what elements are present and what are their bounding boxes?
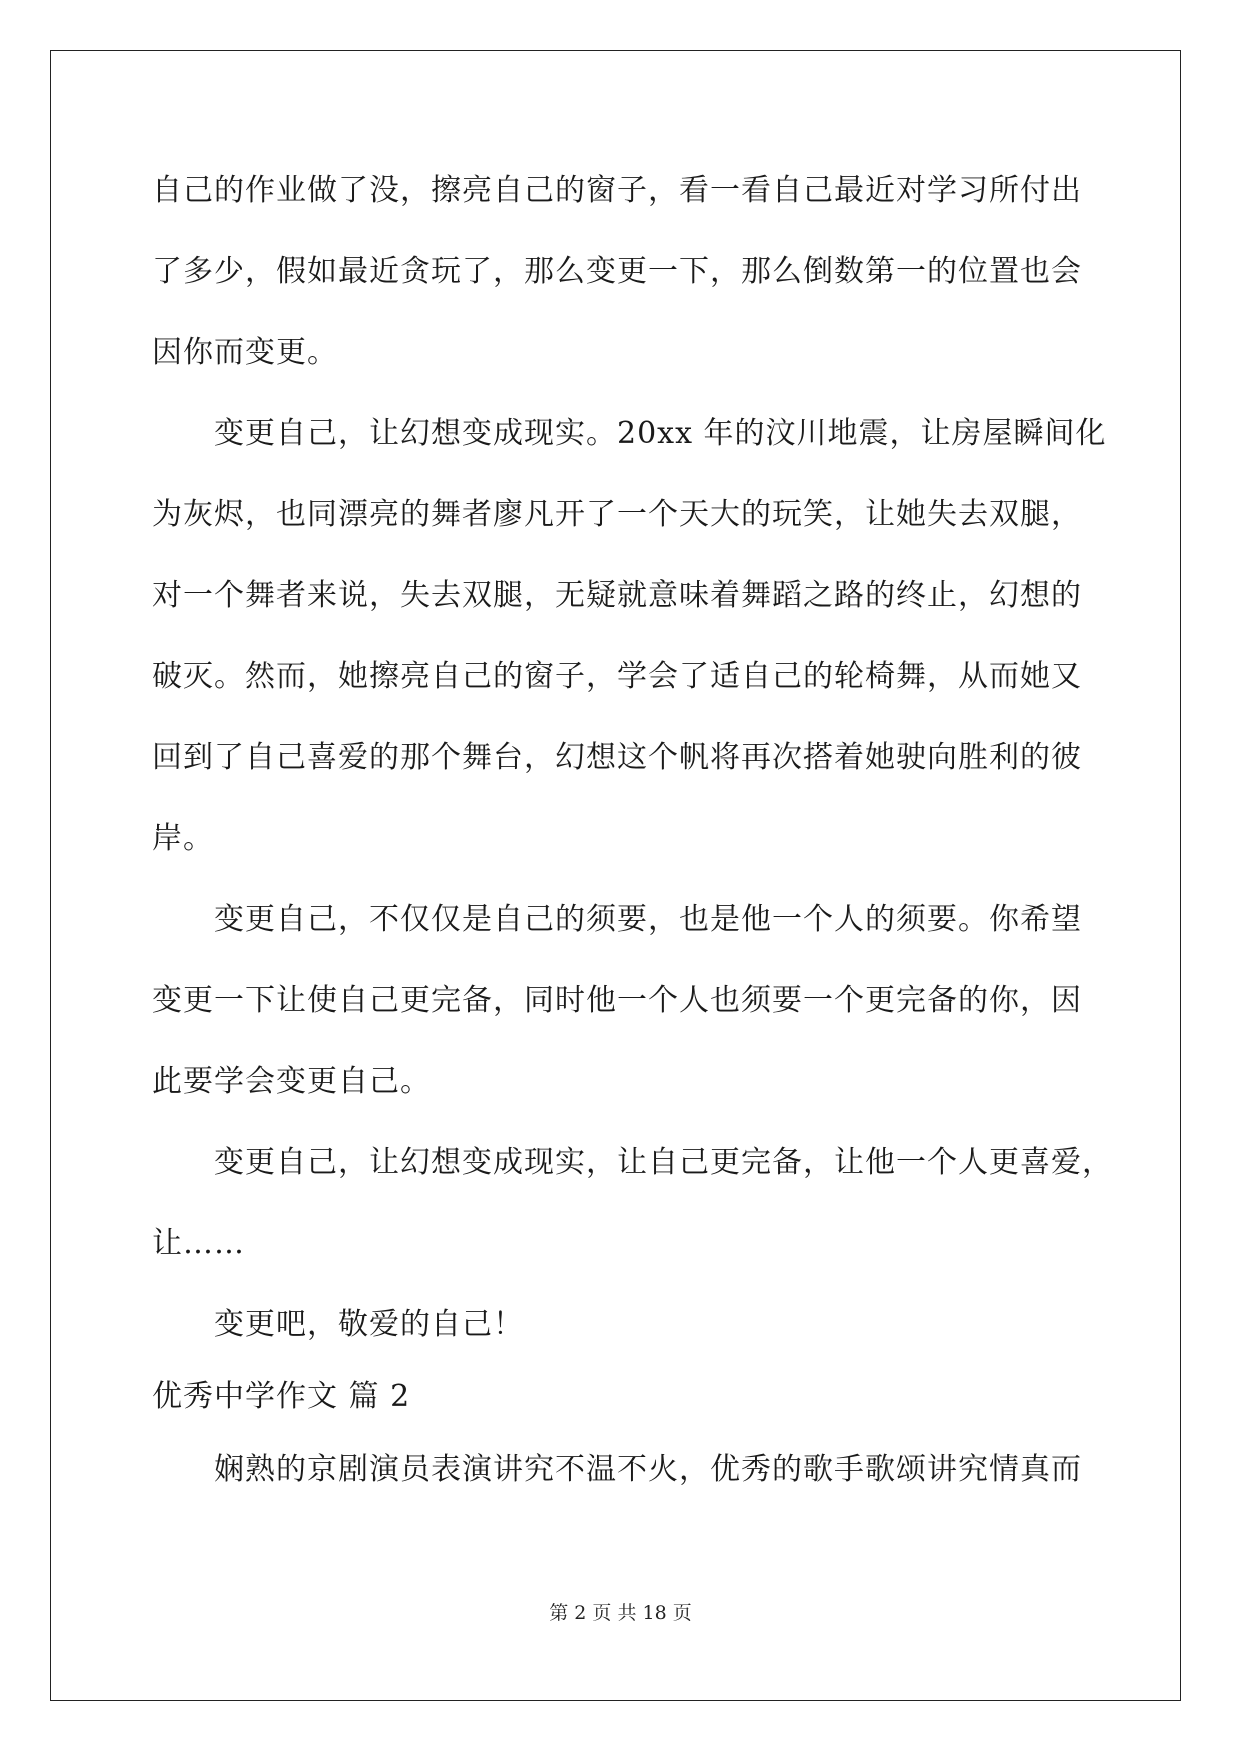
paragraph-line: 因你而变更。	[152, 335, 338, 370]
section-heading: 优秀中学作文 篇 2	[152, 1379, 411, 1414]
paragraph-line: 破灭。然而，她擦亮自己的窗子，学会了适自己的轮椅舞，从而她又	[152, 659, 1082, 694]
paragraph-line: 自己的作业做了没，擦亮自己的窗子，看一看自己最近对学习所付出	[152, 173, 1082, 208]
paragraph-line: 了多少，假如最近贪玩了，那么变更一下，那么倒数第一的位置也会	[152, 254, 1082, 289]
paragraph-line: 变更自己，让幻想变成现实，让自己更完备，让他一个人更喜爱，	[214, 1145, 1113, 1180]
paragraph-line: 岸。	[152, 821, 214, 856]
paragraph-line: 为灰烬，也同漂亮的舞者廖凡开了一个天大的玩笑，让她失去双腿，	[152, 497, 1082, 532]
page-number-footer: 第 2 页 共 18 页	[549, 1602, 692, 1624]
paragraph-line: 回到了自己喜爱的那个舞台，幻想这个帆将再次搭着她驶向胜利的彼	[152, 740, 1082, 775]
paragraph-line: 变更自己，让幻想变成现实。20xx 年的汶川地震，让房屋瞬间化	[214, 416, 1107, 451]
paragraph-line: 变更吧，敬爱的自己！	[214, 1307, 524, 1342]
paragraph-line: 变更一下让使自己更完备，同时他一个人也须要一个更完备的你，因	[152, 983, 1082, 1018]
paragraph-line: 让……	[152, 1226, 245, 1261]
paragraph-line: 娴熟的京剧演员表演讲究不温不火，优秀的歌手歌颂讲究情真而	[214, 1452, 1082, 1487]
document-body	[152, 150, 1113, 1510]
paragraph-line: 此要学会变更自己。	[152, 1064, 431, 1099]
paragraph-line: 变更自己，不仅仅是自己的须要，也是他一个人的须要。你希望	[214, 902, 1082, 937]
paragraph-line: 对一个舞者来说，失去双腿，无疑就意味着舞蹈之路的终止，幻想的	[152, 578, 1082, 613]
